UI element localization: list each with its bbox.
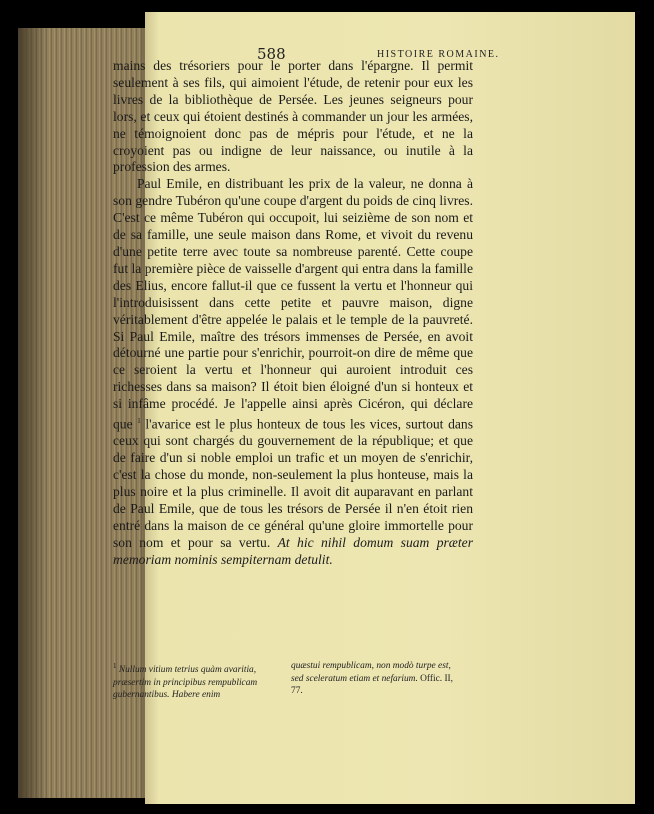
paragraph-1: mains des trésoriers pour le porter dans l'épargne. Il permit seulement à ses fils, qui aimoient l'étude, de retenir pour eux les livres de la bibliothèque de Persée. Les jeunes seigneurs pour lors, et ceux qui étoient destinés à commander un jour les armées, ne témoignoient donc pas de mépris pour l'étude, et ne la croyoient pas ou indigne de leur naissance, ou inutile à la profession des armes. [113,58,473,175]
footnote-reference[interactable]: 1 [137,417,141,426]
footnote-citation: Offic. II, 77. [291,673,454,697]
paragraph-2-continued: l'avarice est le plus honteux de tous les vices, surtout dans ceux qui sont chargés du gouvernement de la république; et que de faire d'un si noble emploi un trafic et un moyen de s'enrichir, c'est la chose du monde, non-seulement la plus honteuse, mais la plus noire et la plus criminelle. Il avoit dit auparavant en parlant de Paul Emile, que de tous les trésors de Persée il n'en étoit rien entré dans la maison de ce général qu'une gloire immortelle pour son nom et pour sa vertu. [113,416,473,550]
paragraph-2-main: Paul Emile, en distribuant les prix de la valeur, ne donna à son gendre Tubéron qu'une coupe d'argent du poids de cinq livres. C'est ce même Tubéron qui occupoit, lui seizième de son nom et de sa famille, une seule maison dans Rome, et vivoit du revenu d'une petite terre avec toute sa nombreuse parenté. Cette coupe fut la première pièce de vaisselle d'argent qui entra dans la famille des Elius, encore fallut-il que ce fussent la vertu et l'honneur qui l'introduisissent dans cette petite et pauvre maison, digne véritablement d'être appelée le palais et le temple de la pauvreté. Si Paul Emile, maître des trésors immenses de Persée, en avoit détourné une partie pour s'enrichir, pourroit-on dire de même que ce seroient la vertu et l'honneur qui auroient introduit ces richesses dans sa maison? Il étoit bien éloigné d'un si honteux et si infâme procédé. Je l'appelle ainsi après Cicéron, qui déclare que [113,176,473,432]
main-text [113,58,473,569]
footnote-left-column [113,660,283,702]
paragraph-2 [113,176,473,568]
footnote-right-text: quæstui rempublicam, non modò turpe est, sed sceleratum etiam et nefarium. [291,661,451,684]
footnote-right-column [291,660,461,698]
page-number: 588 [257,45,286,63]
footnote-left-text: Nullum vitium tetrius quàm avaritia, præsertim in principibus rempublicam gubernantibus. Habere enim [113,665,258,701]
footnote-marker: 1 [113,662,117,670]
latin-quotation: At hic nihil domum suam præter memoriam nominis sempiternam detulit. [113,534,473,567]
running-title: HISTOIRE ROMAINE. [377,49,500,60]
